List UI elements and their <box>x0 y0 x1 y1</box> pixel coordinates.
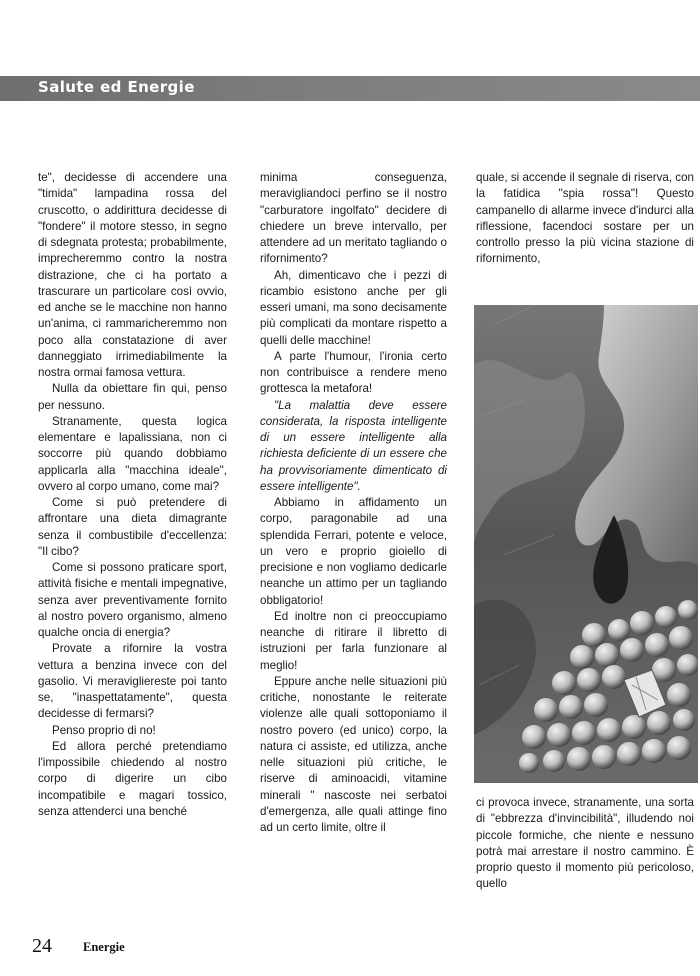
paragraph: Come si possono praticare sport, attività fisiche e mentali impegnative, senza aver preventivamente fornito al nostro povero organismo, almeno qualche oncia di energia? <box>38 561 227 639</box>
page-number: 24 <box>32 935 52 957</box>
paragraph: minima conseguenza, meravigliandoci perfino se il nostro "carburatore ingolfato" decidere di chiedere un breve intervallo, per attendere ad un meritato tagliando o rifornimento? <box>260 171 447 266</box>
text-column-2 <box>260 170 447 836</box>
quote-paragraph: "La malattia deve essere considerata, la risposta intelligente di un essere intelligente alla richiesta deficiente di un essere che ha provvisoriamente dimenticato di essere intelligente". <box>260 398 447 493</box>
magazine-name: Energie <box>83 940 125 954</box>
paragraph: ci provoca invece, stranamente, una sorta di "ebbrezza d'invincibilità", illudendo noi piccole formiche, che niente e nessuno potrà mai arrestare il nostro cammino. È proprio questo il momento più pericoloso, quello <box>476 796 694 891</box>
paragraph: Come si può pretendere di affrontare una dieta dimagrante senza il combustibile d'eccellenza: "Il cibo? <box>38 496 227 558</box>
paragraph: Penso proprio di no! <box>52 723 156 737</box>
paragraph: Abbiamo in affidamento un corpo, paragonabile ad una splendida Ferrari, potente e veloce, un vero e proprio gioiello di precisione e non vogliamo dedicarle neanche un attimo per un tagliando obbligatorio! <box>260 496 447 607</box>
paragraph: te", decidesse di accendere una "timida" lampadina rossa del cruscotto, o addirittura decidesse di "fondere" il motore stesso, in segno di sdegnata protesta; probabilmente, imprecheremmo contro la nostra distrazione, che ci ha portato a trascurare un particolare così ovvio, ed anche se le macchine non hanno un'anima, ci rammaricheremmo non poco alla constatazione di aver danneggiato irrimediabilmente la nostra ormai famosa vettura. <box>38 171 227 379</box>
section-header-bar <box>0 76 700 101</box>
text-column-3-bottom <box>476 795 694 893</box>
text-column-1 <box>38 170 227 820</box>
section-title: Salute ed Energie <box>38 78 195 96</box>
paragraph: Provate a rifornire la vostra vettura a benzina invece con del gasolio. Vi meravigliereste poi tanto se, "inaspettatamente", questa decidesse di fermarsi? <box>38 642 227 721</box>
paragraph: Ah, dimenticavo che i pezzi di ricambio esistono anche per gli esseri umani, ma sono decisamente più complicati da montare rispetto a quelli delle macchine! <box>260 268 447 347</box>
paragraph: Ed inoltre non ci preoccupiamo neanche di ritirare il libretto di istruzioni per farla funzionare al meglio! <box>260 609 447 672</box>
paragraph: quale, si accende il segnale di riserva, con la fatidica "spia rossa"! Questo campanello di allarme invece d'indurci alla riflessione, facendoci sostare per un controllo presso la più vicina stazione di rifornimento, <box>476 171 694 266</box>
paragraph: Eppure anche nelle situazioni più critiche, nonostante le reiterate violenze alle quali sottoponiamo il nostro povero (ed unico) corpo, la natura ci assiste, ed utilizza, anche nelle situazioni più critiche, le riserve di aminoacidi, vitamine minerali " nascoste nei serbatoi d'emergenza, alle quali attinge fino ad un certo limite, oltre il <box>260 674 447 834</box>
paragraph: A parte l'humour, l'ironia certo non contribuisce a rendere meno grottesca la metafora! <box>260 349 447 396</box>
paragraph: Ed allora perché pretendiamo l'impossibile chiedendo al nostro corpo di digerire un cibo incompatibile e magari tossico, senza attenderci una benché <box>38 739 227 818</box>
paragraph: Stranamente, questa logica elementare e lapalissiana, non ci soccorre più quando dobbiamo applicarla alla "macchina ideale", ovvero al corpo umano, come mai? <box>38 414 227 493</box>
microscope-photo <box>474 305 698 783</box>
paragraph: Nulla da obiettare fin qui, penso per nessuno. <box>38 382 227 412</box>
text-column-3-top <box>476 170 694 268</box>
